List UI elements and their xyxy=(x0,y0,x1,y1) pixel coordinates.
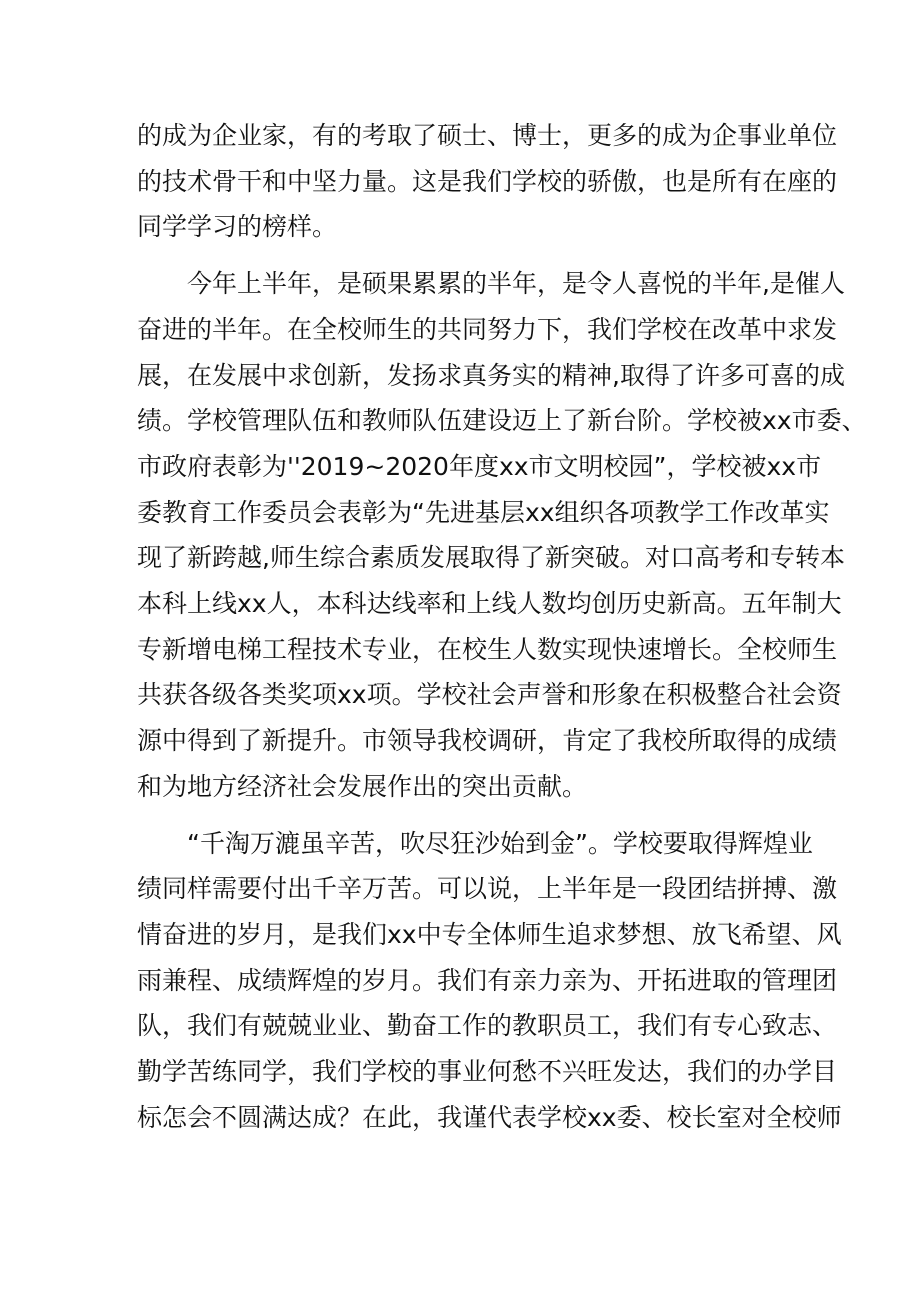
text-line: 勤学苦练同学，我们学校的事业何愁不兴旺发达，我们的办学目 xyxy=(137,1057,838,1087)
paragraph-spacer xyxy=(137,250,797,261)
document-body xyxy=(137,113,867,1140)
text-line: 市政府表彰为''2019~2020年度xx市文明校园”，学校被xx市 xyxy=(137,451,822,481)
text-line: 绩。学校管理队伍和教师队伍建设迈上了新台阶。学校被xx市委、 xyxy=(137,406,867,436)
text-line: 本科上线xx人，本科达线率和上线人数均创历史新高。五年制大 xyxy=(137,589,842,619)
text-line: 雨兼程、成绩辉煌的岁月。我们有亲力亲为、开拓进取的管理团 xyxy=(137,965,838,995)
text-line: 标怎会不圆满达成？在此，我谨代表学校xx委、校长室对全校师 xyxy=(137,1102,842,1132)
paragraph-3 xyxy=(137,821,842,1141)
text-line: 专新增电梯工程技术专业，在校生人数实现快速增长。全校师生 xyxy=(137,634,838,664)
paragraph-2 xyxy=(137,261,867,809)
text-line: 奋进的半年。在全校师生的共同努力下，我们学校在改革中求发 xyxy=(137,314,838,344)
text-line: 队，我们有兢兢业业、勤奋工作的教职员工，我们有专心致志、 xyxy=(137,1011,838,1041)
text-line: “千淘万漉虽辛苦，吹尽狂沙始到金”。学校要取得辉煌业 xyxy=(137,828,813,858)
text-line: 源中得到了新提升。市领导我校调研，肯定了我校所取得的成绩 xyxy=(137,726,838,756)
paragraph-1 xyxy=(137,113,838,250)
text-line: 现了新跨越,师生综合素质发展取得了新突破。对口高考和专转本 xyxy=(137,543,845,573)
text-line: 同学学习的榜样。 xyxy=(137,212,338,242)
text-line: 情奋进的岁月，是我们xx中专全体师生追求梦想、放飞希望、风 xyxy=(137,919,842,949)
text-line: 绩同样需要付出千辛万苦。可以说，上半年是一段团结拼搏、激 xyxy=(137,874,838,904)
text-line: 展，在发展中求创新，发扬求真务实的精神,取得了许多可喜的成 xyxy=(137,360,845,390)
text-line: 今年上半年，是硕果累累的半年，是令人喜悦的半年,是催人 xyxy=(137,269,845,299)
text-line: 和为地方经济社会发展作出的突出贡献。 xyxy=(137,771,588,801)
text-line: 委教育工作委员会表彰为“先进基层xx组织各项教学工作改革实 xyxy=(137,497,830,527)
text-line: 共获各级各类奖项xx项。学校社会声誉和形象在积极整合社会资 xyxy=(137,680,842,710)
text-line: 的成为企业家，有的考取了硕士、博士，更多的成为企事业单位 xyxy=(137,121,838,150)
paragraph-spacer xyxy=(137,810,797,821)
text-line: 的技术骨干和中坚力量。这是我们学校的骄傲，也是所有在座的 xyxy=(137,166,838,196)
